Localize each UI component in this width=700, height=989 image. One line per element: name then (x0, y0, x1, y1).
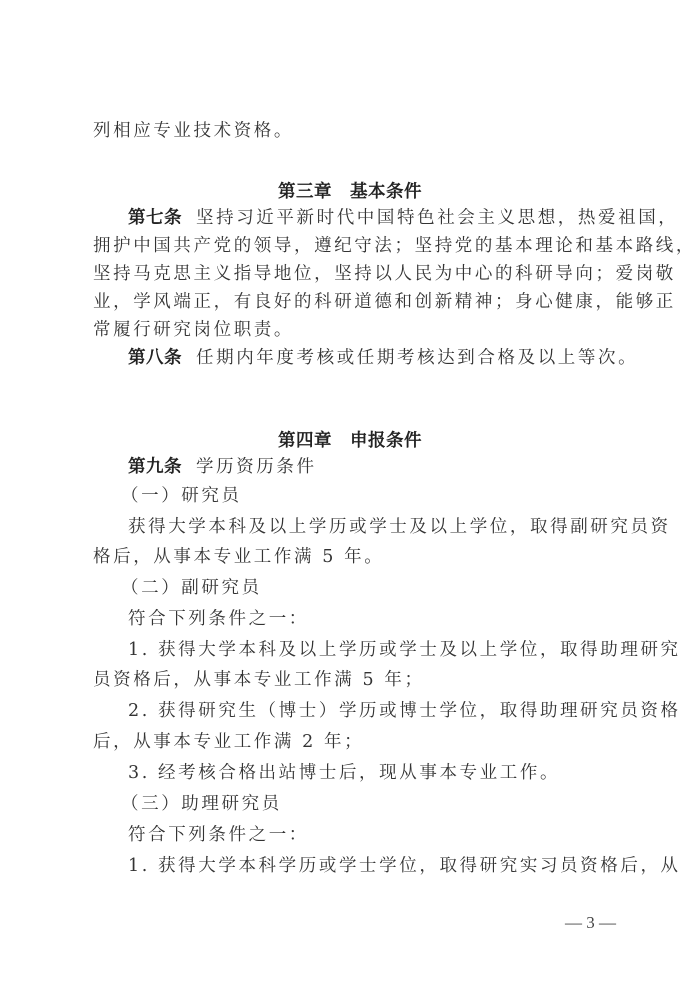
page-number: — 3 — (565, 913, 616, 932)
associate-intro: 符合下列条件之一： (128, 609, 309, 629)
associate-item-2-line-2: 后，从事本专业工作满 2 年； (93, 732, 365, 752)
article-9 (128, 456, 618, 478)
researcher-condition-line-1: 获得大学本科及以上学历或学士及以上学位，取得副研究员资 (128, 517, 671, 537)
article-7-label: 第七条 (128, 208, 182, 228)
researcher-condition-line-2: 格后，从事本专业工作满 5 年。 (93, 547, 385, 567)
article-7-line-1 (128, 207, 679, 229)
article-8 (128, 347, 639, 369)
article-9-label: 第九条 (128, 457, 182, 477)
article-7-line-5: 常履行研究岗位职责。 (93, 320, 294, 340)
associate-item-3: 3. 经考核合格出站博士后，现从事本专业工作。 (128, 763, 561, 783)
section-associate-heading: （二）副研究员 (121, 578, 262, 598)
article-7-line-4: 业，学风端正，有良好的科研道德和创新精神；身心健康，能够正 (93, 292, 676, 312)
article-7-line-3: 坚持马克思主义指导地位，坚持以人民为中心的科研导向；爱岗敬 (93, 264, 676, 284)
assistant-intro: 符合下列条件之一： (128, 825, 309, 845)
article-7-line-2: 拥护中国共产党的领导，遵纪守法；坚持党的基本理论和基本路线， (93, 236, 696, 256)
chapter-3-title (0, 178, 700, 203)
section-researcher-heading: （一）研究员 (121, 486, 242, 506)
associate-item-1-line-2: 员资格后，从事本专业工作满 5 年； (93, 670, 425, 690)
article-7-text: 坚持习近平新时代中国特色社会主义思想，热爱祖国， (196, 208, 679, 228)
assistant-item-1-line-1: 1. 获得大学本科学历或学士学位，取得研究实习员资格后，从 (128, 856, 681, 876)
article-8-label: 第八条 (128, 348, 182, 368)
article-8-text: 任期内年度考核或任期考核达到合格及以上等次。 (196, 348, 639, 368)
intro-line: 列相应专业技术资格。 (93, 121, 294, 141)
section-assistant-heading: （三）助理研究员 (121, 794, 282, 814)
chapter-3-name: 基本条件 (350, 182, 422, 202)
article-9-text: 学历资历条件 (196, 457, 317, 477)
chapter-4-title (0, 427, 700, 452)
associate-item-1-line-1: 1. 获得大学本科及以上学历或学士及以上学位，取得助理研究 (128, 640, 681, 660)
associate-item-2-line-1: 2. 获得研究生（博士）学历或博士学位，取得助理研究员资格 (128, 701, 681, 721)
chapter-4-name: 申报条件 (350, 431, 422, 451)
chapter-3-number: 第三章 (278, 182, 332, 202)
chapter-4-number: 第四章 (278, 431, 332, 451)
